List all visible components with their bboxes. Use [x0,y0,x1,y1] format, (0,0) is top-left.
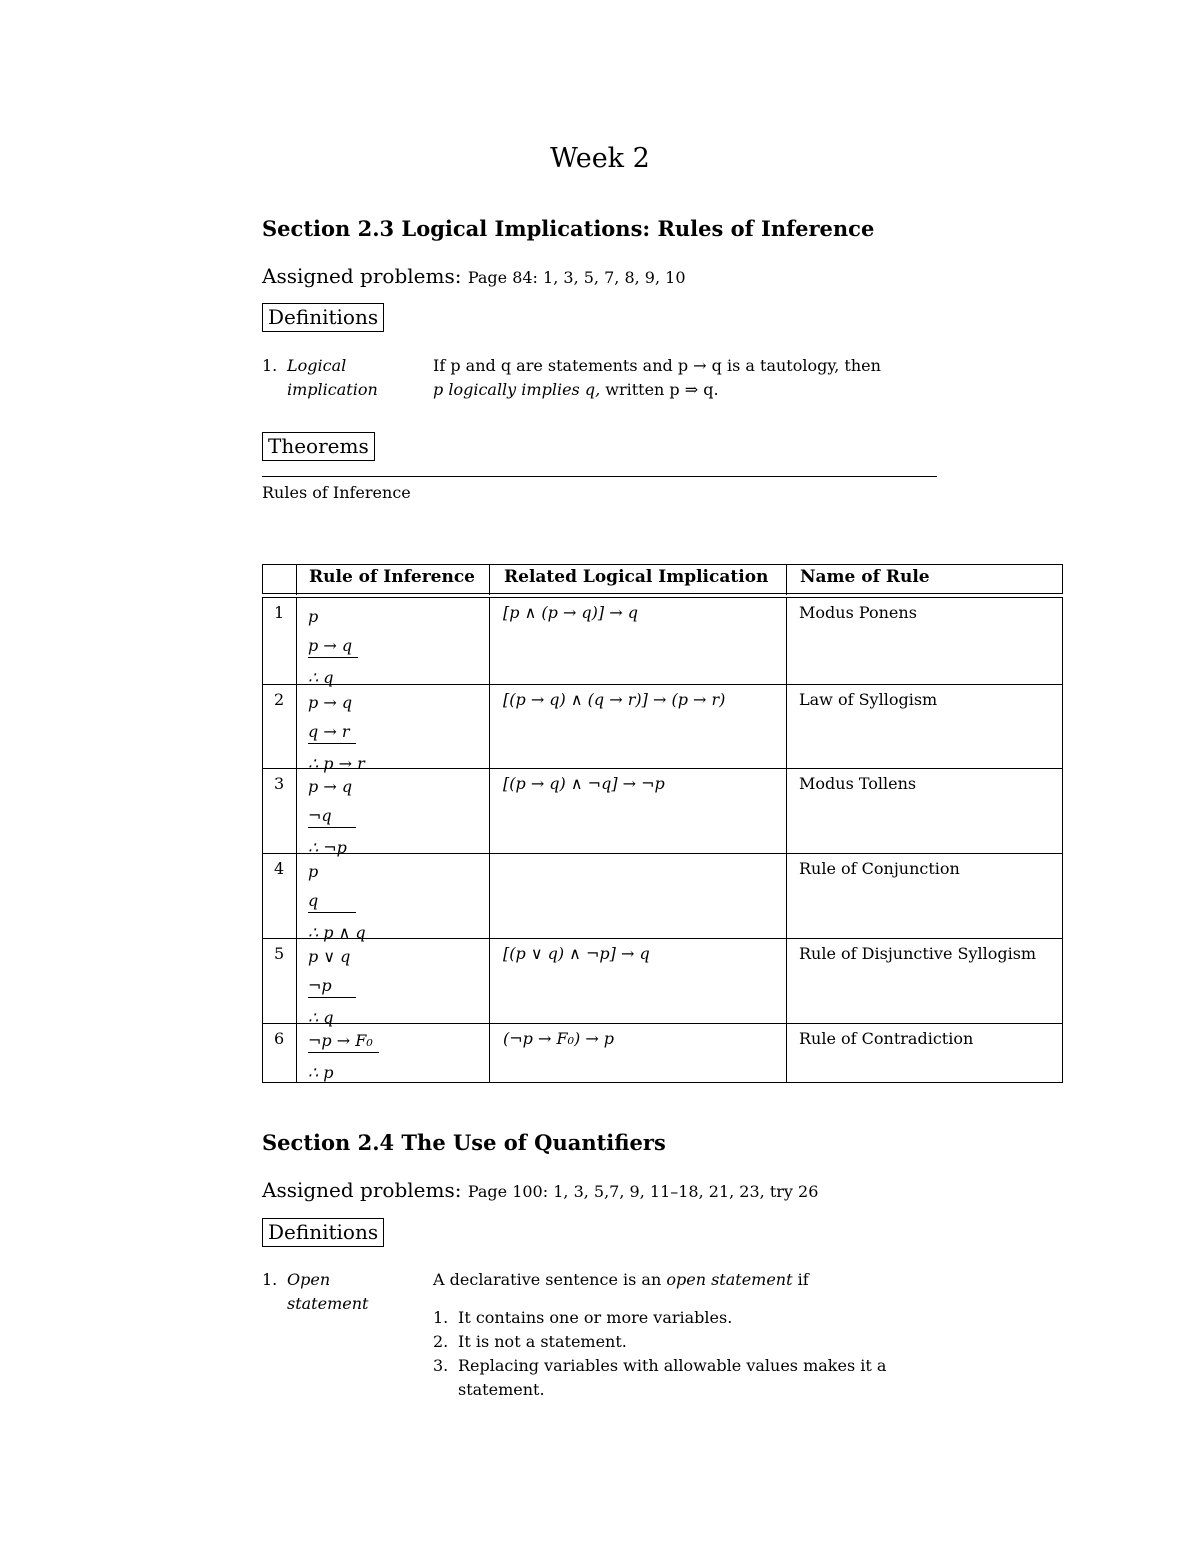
premise-1: p [308,607,319,626]
section-2-4-assigned [262,1178,818,1202]
body-suffix: if [792,1270,809,1289]
premise-2: q → r [308,721,356,744]
rule-name-cell: Rule of Disjunctive Syllogism [799,944,1037,963]
header-name-of-rule: Name of Rule [800,567,930,587]
premise-1: p ∨ q [308,947,351,966]
column-divider [489,597,490,1083]
body-line-2-rest: written p ⇒ q. [600,380,719,399]
row-number: 4 [274,859,285,878]
term-line-1: Open [287,1270,331,1289]
row-number: 5 [274,944,285,963]
column-divider [786,597,787,1083]
list-item-text: Replacing variables with allowable values makes it a statement. [458,1356,887,1399]
row-number: 3 [274,774,285,793]
rule-cell [308,689,365,778]
definition-term [287,1268,417,1316]
header-rule-of-inference: Rule of Inference [309,567,475,587]
definition-number: 1. [262,356,278,375]
theorems-box: Theorems [262,432,375,461]
conclusion: ∴ p → r [308,753,365,773]
row-divider [262,768,1063,769]
list-item-number: 2. [433,1332,449,1351]
implication-cell: [p ∧ (p → q)] → q [503,603,638,622]
conclusion: ∴ p [308,1063,334,1082]
rule-cell [308,943,356,1032]
rule-cell [308,1027,379,1088]
term-line-1: Logical [287,356,347,375]
body-line-2 [433,378,933,402]
premise-1: ¬p → F₀ [308,1030,379,1053]
section-2-3-heading: Section 2.3 Logical Implications: Rules of Inference [262,216,875,241]
list-item [433,1330,928,1354]
definitions-box-2-4: Definitions [262,1218,384,1247]
header-divider [786,564,787,595]
premise-1: p → q [308,693,353,712]
list-item [433,1354,928,1402]
assigned-pages: Page 84: 1, 3, 5, 7, 8, 9, 10 [467,268,686,287]
body-prefix: A declarative sentence is an [433,1270,667,1289]
row-divider [262,1023,1063,1024]
row-number: 6 [274,1029,285,1048]
term-line-2: implication [287,380,378,399]
section-2-3-assigned [262,264,686,288]
assigned-pages: Page 100: 1, 3, 5,7, 9, 11–18, 21, 23, try 26 [467,1182,819,1201]
assigned-label: Assigned problems: [262,1178,462,1202]
table-caption: Rules of Inference [262,483,411,502]
rule-cell [308,773,356,862]
header-divider [489,564,490,595]
rule-name-cell: Rule of Contradiction [799,1029,974,1048]
row-divider [262,684,1063,685]
rule-cell [308,603,358,692]
rule-name-cell: Rule of Conjunction [799,859,960,878]
premise-2: q [308,890,356,913]
conclusion: ∴ ¬p [308,837,347,857]
implication-cell: [(p ∨ q) ∧ ¬p] → q [503,944,650,963]
premise-2: ¬q [308,805,356,828]
list-item-number: 1. [433,1308,449,1327]
list-item-text: It contains one or more variables. [458,1308,733,1327]
definitions-box-2-3: Definitions [262,303,384,332]
assigned-label: Assigned problems: [262,264,462,288]
premise-2: p → q [308,635,358,658]
rule-name-cell: Modus Tollens [799,774,917,793]
body-em: open statement [666,1270,793,1289]
page-title: Week 2 [550,143,650,174]
premise-1: p → q [308,777,353,796]
row-number: 1 [274,603,285,622]
column-divider [296,597,297,1083]
definition-number: 1. [262,1270,278,1289]
section-2-4-heading: Section 2.4 The Use of Quantifiers [262,1130,666,1155]
premise-1: p [308,862,319,881]
conclusion: ∴ q [308,1007,334,1027]
conclusion: ∴ p ∧ q [308,922,366,942]
list-item [433,1306,928,1330]
table-header-row [262,564,1063,594]
row-divider [262,938,1063,939]
row-number: 2 [274,690,285,709]
open-statement-conditions [433,1306,928,1402]
premise-2: ¬p [308,975,356,998]
list-item-number: 3. [433,1356,449,1375]
definition-term [287,354,417,402]
row-divider [262,853,1063,854]
conclusion: ∴ q [308,667,334,687]
body-line-2-em: p logically implies q, [433,380,601,399]
definition-body [433,1268,933,1292]
list-item-text: It is not a statement. [458,1332,627,1351]
body-line-1: If p and q are statements and p → q is a tautology, then [433,356,881,375]
horizontal-rule [262,476,937,477]
implication-cell: (¬p → F₀) → p [503,1029,615,1048]
implication-cell: [(p → q) ∧ ¬q] → ¬p [503,774,665,793]
definition-body [433,354,933,402]
rule-name-cell: Law of Syllogism [799,690,938,709]
rule-cell [308,858,366,947]
rule-name-cell: Modus Ponens [799,603,917,622]
implication-cell: [(p → q) ∧ (q → r)] → (p → r) [503,690,726,709]
table-body [262,597,1063,1083]
header-related-implication: Related Logical Implication [504,567,769,587]
term-line-2: statement [287,1294,369,1313]
header-divider [296,564,297,595]
